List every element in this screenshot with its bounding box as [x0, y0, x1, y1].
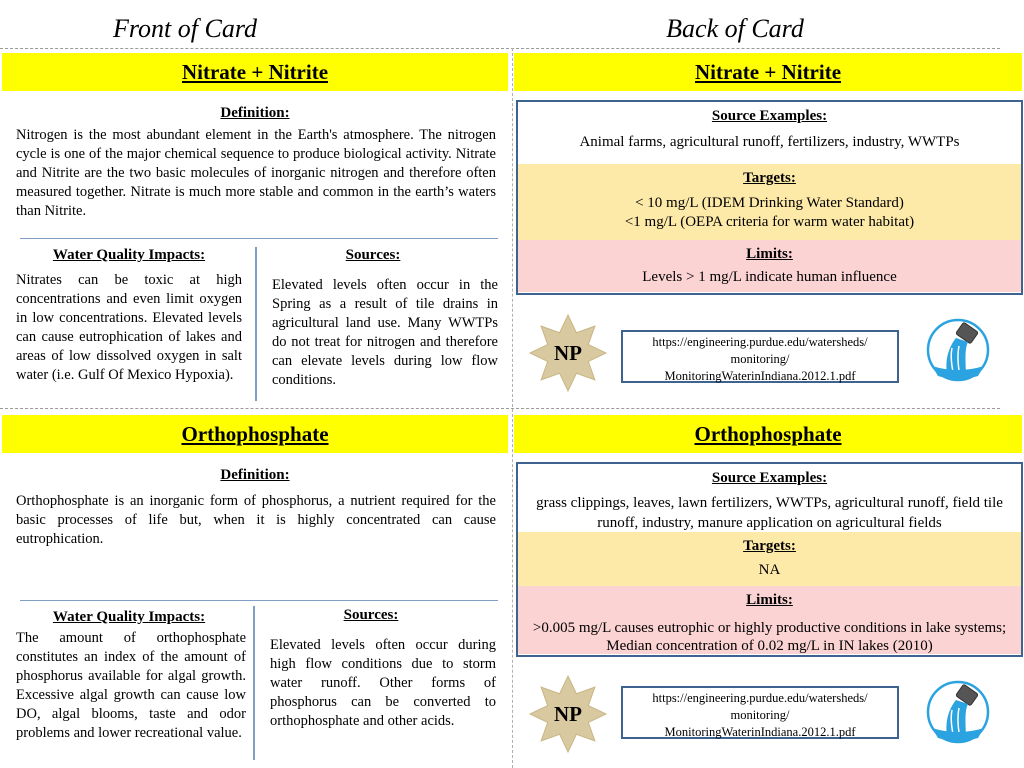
card-2-target-line-1: NA — [758, 562, 781, 578]
card-1-definition-text: Nitrogen is the most abundant element in the Earth's atmosphere. The nitrogen cycle is one of the major chemical sequence to produce biological activity. Nitrate and Nitrite are the two basic molecules of inorganic nitrogen and therefore often measured together. Nitrate is much more stable and common in the earth’s waters than Nitrite. — [16, 127, 496, 219]
card-1-sources-label: Sources: — [345, 247, 401, 263]
card-2-back-info-box — [516, 462, 1023, 657]
card-2-targets-label: Targets: — [743, 538, 796, 554]
card-1-link-line-1: https://engineering.purdue.edu/watersheds/ — [652, 335, 868, 349]
card-1-sources-text: Elevated levels often occur in the Spring as a result of tile drains in agricultural land use. Many WWTPs do not treat for nitrogen and therefore can elevate levels during low flow conditions. — [272, 277, 498, 388]
card-2-section-divider — [20, 600, 498, 601]
card-2-source-examples-text: grass clippings, leaves, lawn fertilizers, WWTPs, agricultural runoff, field tile runoff, industry, manure application on agricultural fields — [536, 495, 1003, 531]
card-2-source-examples-label: Source Examples: — [711, 470, 828, 486]
card-1-impacts-label: Water Quality Impacts: — [52, 247, 206, 263]
card-2-limit-line-2: Median concentration of 0.02 mg/L in IN lakes (2010) — [606, 638, 933, 654]
card-1-limit-line-1: Levels > 1 mg/L indicate human influence — [642, 269, 897, 285]
card-1-np-badge — [528, 313, 608, 393]
center-dashed-divider — [512, 48, 513, 768]
card-2-link-line-3: MonitoringWaterinIndiana.2012.1.pdf — [664, 725, 856, 739]
card-2-column-divider — [253, 606, 255, 760]
card-2-back-title: Orthophosphate — [514, 415, 1022, 453]
card-1-link-line-2: monitoring/ — [730, 352, 790, 366]
card-2-np-badge — [528, 674, 608, 754]
card-1-back-title: Nitrate + Nitrite — [514, 53, 1022, 91]
card-1-target-line-1: < 10 mg/L (IDEM Drinking Water Standard) — [635, 195, 904, 211]
card-1-back-info-box — [516, 100, 1023, 295]
card-2-sources-text: Elevated levels often occur during high flow conditions due to storm water runoff. Other forms of phosphorus can be converted to orthophosphate and other acids. — [270, 637, 496, 729]
card-2-definition-label: Definition: — [220, 467, 290, 483]
back-of-card-heading: Back of Card — [666, 14, 804, 43]
card-1-column-divider — [255, 247, 257, 401]
card-2-limits-label: Limits: — [746, 592, 793, 608]
card-2-impacts-text: The amount of orthophosphate constitutes an index of the amount of phosphorus available for algal growth. Excessive algal growth can cause low DO, algal blooms, taste and odor problems and lower recreational value. — [16, 630, 246, 741]
card-2-limit-line-1: >0.005 mg/L causes eutrophic or highly productive conditions in lake systems; — [532, 620, 1007, 636]
card-1-definition-label: Definition: — [220, 105, 290, 121]
card-1-limits-band — [518, 240, 1021, 292]
card-1-front-title: Nitrate + Nitrite — [2, 53, 508, 91]
card-2-np-badge-text: NP — [554, 701, 582, 726]
water-pipe-outflow-icon — [926, 680, 990, 744]
card-1-link-line-3: MonitoringWaterinIndiana.2012.1.pdf — [664, 369, 856, 383]
card-2-link-line-2: monitoring/ — [730, 708, 790, 722]
card-2-water-icon — [926, 680, 990, 744]
card-2-front-title: Orthophosphate — [2, 415, 508, 453]
card-1-impacts-text: Nitrates can be toxic at high concentrations and even limit oxygen in low concentrations. Elevated levels can cause eutrophication of lakes and areas of low dissolved oxygen in salt water (i.e. Gulf Of Mexico Hypoxia). — [16, 272, 242, 383]
card-1-target-line-2: <1 mg/L (OEPA criteria for warm water habitat) — [624, 214, 915, 230]
card-1-water-icon — [926, 318, 990, 382]
middle-dashed-divider — [0, 408, 1000, 409]
card-2-impacts-label: Water Quality Impacts: — [52, 609, 206, 625]
card-2-definition-text: Orthophosphate is an inorganic form of phosphorus, a nutrient required for the basic processes of life but, when it is highly concentrated can cause eutrophication. — [16, 493, 496, 547]
card-1-source-examples-label: Source Examples: — [711, 108, 828, 124]
card-1-source-examples-text: Animal farms, agricultural runoff, fertilizers, industry, WWTPs — [579, 134, 960, 150]
card-1-section-divider — [20, 238, 498, 239]
card-1-limits-label: Limits: — [746, 246, 793, 262]
front-of-card-heading: Front of Card — [113, 14, 257, 43]
card-1-reference-link[interactable] — [621, 330, 899, 383]
card-1-targets-label: Targets: — [743, 170, 796, 186]
water-pipe-outflow-icon — [926, 318, 990, 382]
card-2-targets-band — [518, 532, 1021, 586]
card-2-link-line-1: https://engineering.purdue.edu/watersheds/ — [652, 691, 868, 705]
card-1-np-badge-text: NP — [554, 340, 582, 365]
top-dashed-divider — [0, 48, 1000, 49]
card-2-sources-label: Sources: — [343, 607, 399, 623]
card-1-targets-band — [518, 164, 1021, 240]
card-2-reference-link[interactable] — [621, 686, 899, 739]
card-2-limits-band — [518, 586, 1021, 654]
